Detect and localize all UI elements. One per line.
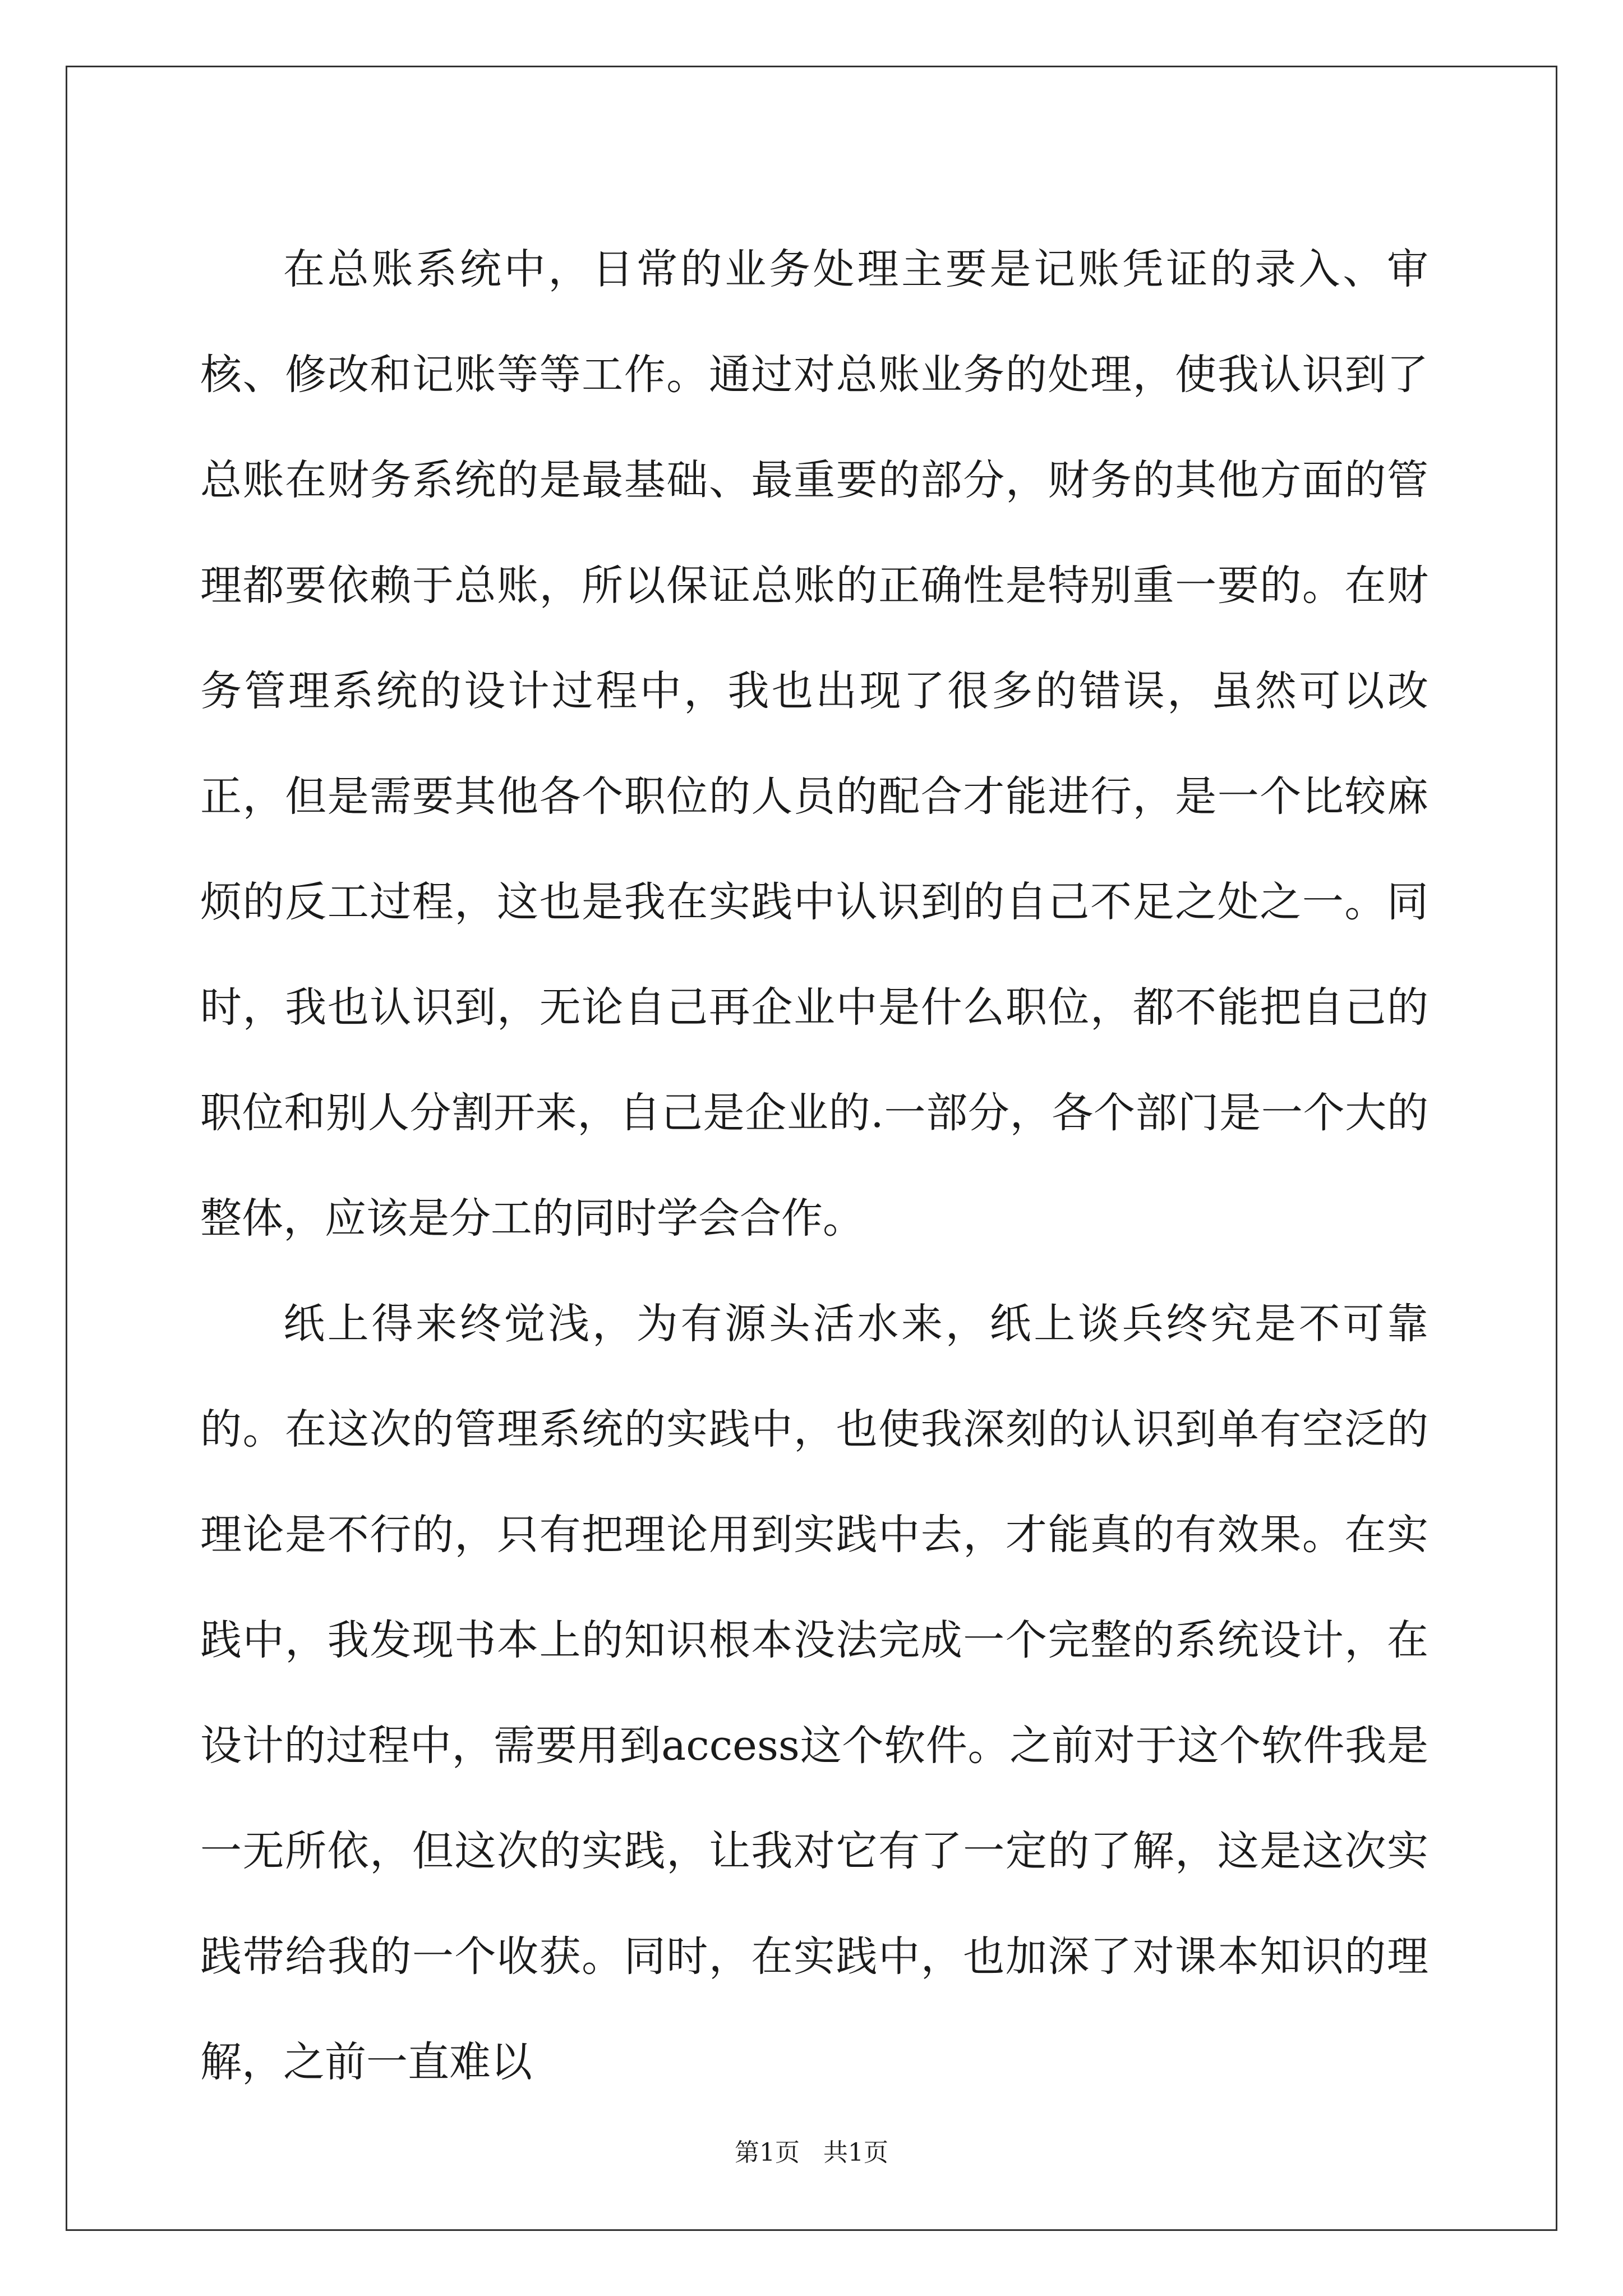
document-body <box>200 217 1428 2115</box>
page-footer: 第1页 共1页 <box>735 2138 888 2167</box>
paragraph-1: 在总账系统中，日常的业务处理主要是记账凭证的录入、审核、修改和记账等等工作。通过对总账业务的处理，使我认识到了总账在财务系统的是最基础、最重要的部分，财务的其他方面的管理都要依赖于总账，所以保证总账的正确性是特别重一要的。在财务管理系统的设计过程中，我也出现了很多的错误，虽然可以改正，但是需要其他各个职位的人员的配合才能进行，是一个比较麻烦的反工过程，这也是我在实践中认识到的自己不足之处之一。同时，我也认识到，无论自己再企业中是什么职位，都不能把自己的职位和别人分割开来，自己是企业的.一部分，各个部门是一个大的整体，应该是分工的同时学会合作。 <box>200 245 1428 1243</box>
paragraph-2: 纸上得来终觉浅，为有源头活水来，纸上谈兵终究是不可靠的。在这次的管理系统的实践中，也使我深刻的认识到单有空泛的理论是不行的，只有把理论用到实践中去，才能真的有效果。在实践中，我发现书本上的知识根本没法完成一个完整的系统设计，在设计的过程中，需要用到access这个软件。之前对于这个软件我是一无所依，但这次的实践，让我对它有了一定的了解，这是这次实践带给我的一个收获。同时，在实践中，也加深了对课本知识的理解，之前一直难以 <box>200 1300 1428 2086</box>
